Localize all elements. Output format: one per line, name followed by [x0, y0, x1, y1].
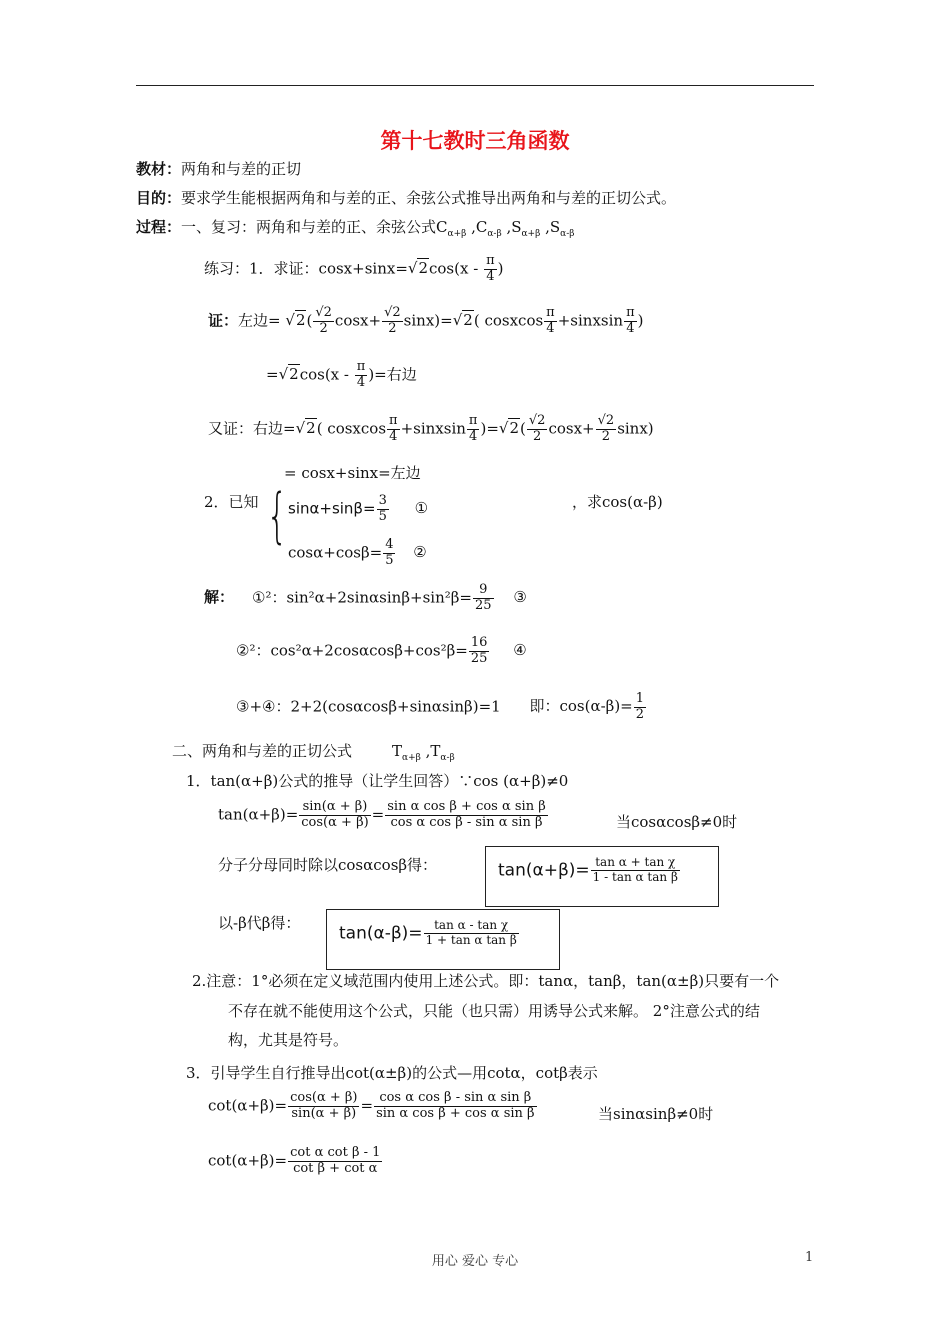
ex1-prefix: 练习：1．求证：cosx+sinx=: [204, 259, 408, 278]
footer-text: 用心 爱心 专心: [431, 1254, 519, 1269]
alt-proof-line1: 又证：右边=√2( cosxcos $\frac{\pi}{4}$ +sinxsin $\frac{\pi}{4}$ )=√2( $\frac{√2}{2}$ cosx+ $\frac{√2}{2}$ sinx): [208, 413, 654, 444]
sol-line3: ③+④：2+2(cosαcosβ+sinαsinβ)=1 即：cos(α-β)= $\frac{1}{2}$: [236, 691, 645, 722]
section2-heading: 二、两角和与差的正切公式 $T_{\alpha+\beta}$ $,T_{\alpha-\beta}$: [172, 742, 455, 763]
alt-proof-line2: = cosx+sinx=左边: [284, 464, 421, 482]
process-label: 过程：: [136, 218, 182, 236]
when-cos: 当cosαcosβ≠0时: [616, 813, 738, 831]
goal-line: [136, 187, 676, 208]
sub-3: α+β: [521, 229, 541, 239]
ex2-prefix: 2．已知: [204, 493, 259, 511]
sub-1: α+β: [447, 229, 467, 239]
tan-derivation: tan(α+β)= $\frac{\sin(\alpha + \beta)}{\cos(\alpha + \beta)}$ = $\frac{\text{sin α cos β + cos α sin β}}{\text{cos α cos β - sin α sin β}}$: [218, 799, 546, 830]
sub-4: α-β: [560, 229, 575, 239]
replace-text: 以-β代β得：: [218, 914, 301, 932]
process-text: 一、复习：两角和与差的正、余弦公式C: [181, 218, 448, 236]
cot-formula: cot(α+β)= $\frac{\text{cot α cot β - 1}}{\text{cot β + cot α}}$: [208, 1145, 381, 1176]
goal-text: 要求学生能根据两角和与差的正、余弦公式推导出两角和与差的正切公式。: [181, 189, 677, 207]
frac-pi-4: $\frac{\pi}{4}$: [486, 253, 495, 284]
sol-line1: 解： ①²：sin²α+2sinαsinβ+sin²β= $\frac{9}{25}$ ③: [204, 582, 527, 613]
sol-line2: ②²：cos²α+2cosαcosβ+cos²β= $\frac{16}{25}$ ④: [236, 635, 527, 666]
divide-text: 分子分母同时除以cosαcosβ得：: [218, 856, 438, 874]
when-sin: 当sinαsinβ≠0时: [598, 1105, 714, 1123]
ex2-eq1: sinα+sinβ= $\frac{3}{5}$ ①: [288, 493, 429, 524]
cot-derivation: cot(α+β)= $\frac{\cos(\alpha + \beta)}{\sin(\alpha + \beta)}$ = $\frac{\text{cos α cos β - sin α sin β}}{\text{sin α cos β + cos α sin β}}$: [208, 1090, 535, 1121]
page-number: 1: [805, 1250, 814, 1265]
note-line3: 构，尤其是符号。: [228, 1031, 349, 1049]
proof-line1: 证：左边= √2( $\frac{√2}{2}$ cosx+ $\frac{√2}{2}$ sinx)=√2( cosxcos $\frac{\pi}{4}$ +sinxsin $\frac{\pi}{4}$ ): [208, 305, 644, 336]
material-line: [136, 158, 301, 179]
page-title: 第十七教时三角函数: [380, 129, 570, 153]
item3: 3．引导学生自行推导出cot(α±β)的公式—用cotα，cotβ表示: [186, 1064, 598, 1082]
material-text: 两角和与差的正切: [181, 160, 302, 178]
ex2-ask: ，求cos(α-β): [572, 493, 663, 511]
tan-diff-formula: tan(α-β)= $\frac{\text{tan α - tan χ}}{\text{1 + tan α tan β}}$: [339, 918, 517, 947]
left-brace: {: [266, 481, 288, 551]
note-line2: 不存在就不能使用这个公式，只能（也只需）用诱导公式来解。 2°注意公式的结: [228, 1002, 760, 1020]
sqrt-2: √2: [407, 259, 428, 278]
goal-label: 目的：: [136, 189, 182, 207]
exercise1-statement: 练习：1．求证：cosx+sinx=√2cos(x - $\frac{\pi}{4}$ ): [204, 253, 504, 284]
sub-2: α-β: [487, 229, 502, 239]
top-rule: [136, 85, 814, 86]
ex2-eq2: cosα+cosβ= $\frac{4}{5}$ ②: [288, 537, 427, 568]
process-line: 过程：一、复习：两角和与差的正、余弦公式$C_{\alpha+\beta}$ $,C_{\alpha-\beta}$ $,S_{\alpha+\beta}$ $,S_{\alpha-\beta}$: [136, 218, 575, 239]
tan-sum-formula: tan(α+β)= $\frac{\text{tan α + tan χ}}{\text{1 - tan α tan β}}$: [498, 855, 678, 884]
item1: 1．tan(α+β)公式的推导（让学生回答）∵cos (α+β)≠0: [186, 772, 569, 790]
proof-line2: =√2cos(x - $\frac{\pi}{4}$ )=右边: [266, 359, 417, 390]
note-line1: 2.注意：1°必须在定义域范围内使用上述公式。即：tanα，tanβ，tan(α±β)只要有一个: [192, 972, 780, 990]
material-label: 教材：: [136, 160, 182, 178]
